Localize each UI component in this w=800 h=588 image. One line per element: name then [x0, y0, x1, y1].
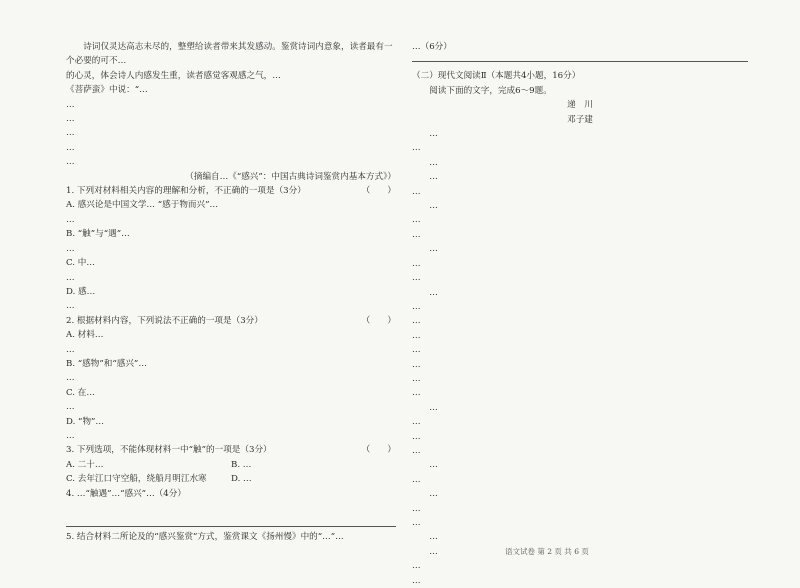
option-line: … — [66, 272, 75, 283]
story-line: … — [412, 229, 421, 240]
passage-line: … — [66, 114, 75, 125]
option-a: A. 二十… — [66, 459, 104, 470]
option-line: … — [66, 402, 75, 413]
section-title: （二）现代文阅读Ⅱ（本题共4小题，16分） — [412, 71, 581, 82]
story-line: … — [412, 388, 421, 399]
divider — [66, 526, 396, 527]
story-line: … — [412, 503, 421, 514]
passage-line: 的心灵，体会诗人内感发生重，读者感觉客观感之气，… — [66, 70, 281, 81]
story-line: … — [412, 561, 421, 572]
option-d: D. … — [231, 474, 252, 485]
passage-line: 诗词仅灵达高志未尽的，整塑给读者带来其发感动。鉴赏诗词内意象，读者最有一个必要的可不… — [66, 42, 393, 67]
story-body — [412, 127, 748, 588]
option-line: C. 中… — [66, 258, 95, 269]
option-line: B. “感物”和“感兴”… — [66, 358, 147, 369]
question-line: 5. 结合材料二所论及的“感兴鉴赏”方式，鉴赏课文《扬州慢》中的“…”… — [66, 532, 344, 542]
passage-line: … — [66, 128, 75, 139]
question-stem: 1. 下列对材料相关内容的理解和分析，不正确的一项是（3分） — [66, 186, 306, 197]
story-paragraph: … — [429, 460, 438, 471]
story-line: … — [412, 417, 421, 428]
answer-paren: （ ） — [361, 445, 396, 456]
story-line: … — [412, 575, 421, 586]
carryover-line: …（6分） — [412, 42, 452, 52]
story-paragraph: … — [429, 129, 438, 140]
option-line: A. 材料… — [66, 330, 104, 341]
story-paragraph: … — [429, 402, 438, 413]
question-2 — [66, 314, 396, 444]
passage-line: … — [66, 99, 75, 110]
option-line: … — [66, 344, 75, 355]
story-paragraph: … — [429, 546, 438, 557]
divider — [412, 61, 748, 62]
story-paragraph: … — [429, 172, 438, 183]
option-line: A. 感兴论是中国文学… “感于物而兴”… — [66, 200, 219, 211]
answer-paren: （ ） — [361, 186, 396, 197]
question-stem: 3. 下列选项，不能体现材料一中“触”的一项是（3分） — [66, 445, 272, 456]
passage-line: 《菩萨蛮》中说：“… — [66, 85, 148, 96]
question-3 — [66, 443, 396, 486]
story-line: … — [412, 316, 421, 327]
option-line: … — [66, 373, 75, 384]
story-line: … — [412, 258, 421, 269]
story-line: … — [412, 445, 421, 456]
story-paragraph: … — [429, 244, 438, 255]
story-line: … — [412, 359, 421, 370]
passage-line: … — [66, 157, 75, 168]
option-line: … — [66, 214, 75, 225]
story-line: … — [412, 474, 421, 485]
option-line: D. 感… — [66, 286, 96, 297]
passage-line: … — [66, 142, 75, 153]
story-paragraph: … — [429, 489, 438, 500]
question-stem: 2. 根据材料内容，下列说法不正确的一项是（3分） — [66, 315, 263, 326]
question-5 — [66, 530, 396, 544]
page-footer: 语文试卷 第 2 页 共 6 页 — [505, 547, 589, 556]
option-c: C. 去年江口守空船，绕船月明江水寒 — [66, 474, 207, 485]
option-b: B. … — [231, 459, 252, 470]
story-paragraph: … — [429, 157, 438, 168]
story-line: … — [412, 186, 421, 197]
option-line: C. 在… — [66, 387, 95, 398]
source-note: （摘编自…《“感兴”：中国古典诗词鉴赏内基本方式》） — [185, 171, 396, 182]
passage — [66, 40, 396, 170]
story-title: 递 川 — [567, 100, 593, 111]
answer-paren: （ ） — [361, 315, 396, 326]
option-line: B. “触”与“遇”… — [66, 229, 130, 240]
question-4: 4. …“触遇”…“感兴”…（4分） — [66, 488, 186, 499]
story-line: … — [412, 215, 421, 226]
option-line: … — [66, 301, 75, 312]
story-line: … — [412, 373, 421, 384]
story-author: 邓子建 — [567, 114, 593, 125]
story-line: … — [412, 301, 421, 312]
story-line: … — [412, 431, 421, 442]
instruction: 阅读下面的文字，完成6～9题。 — [429, 85, 552, 96]
story-paragraph: … — [429, 287, 438, 298]
right-column — [412, 40, 748, 588]
story-line: … — [412, 330, 421, 341]
story-line: … — [412, 143, 421, 154]
option-line: … — [66, 430, 75, 441]
question-1 — [66, 184, 396, 314]
story-line: … — [412, 345, 421, 356]
story-paragraph: … — [429, 532, 438, 543]
option-line: D. “物”… — [66, 416, 105, 427]
left-column — [66, 40, 396, 544]
story-line: … — [412, 273, 421, 284]
story-paragraph: … — [429, 201, 438, 212]
story-line: … — [412, 518, 421, 528]
option-line: … — [66, 243, 75, 254]
